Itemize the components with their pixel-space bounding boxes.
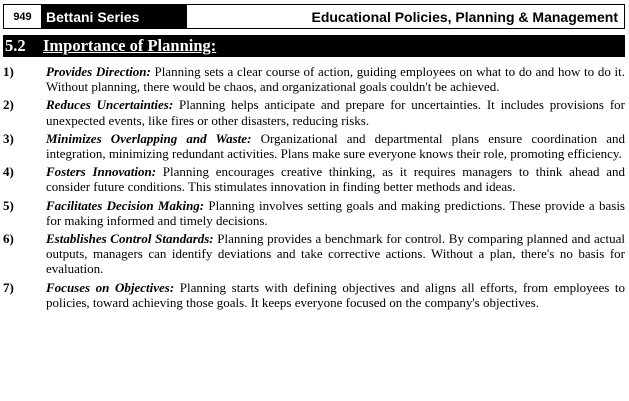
item-text xyxy=(46,64,625,94)
item-text xyxy=(46,164,625,194)
section-heading xyxy=(3,35,625,57)
item-term: Fosters Innovation: xyxy=(46,164,157,180)
list-item xyxy=(3,198,625,228)
item-description: Organizational and departmental plans ensure coordination and integration, minimizing redundant activities. Plans make sure everyone knows their role, promoting efficiency. xyxy=(46,130,625,162)
item-number: 3) xyxy=(3,130,14,146)
item-description: Planning starts with defining objectives and aligns all efforts, from employees to policies, toward achieving those goals. It keeps everyone focused on the company's objectives. xyxy=(46,279,626,310)
section-number: 5.2 xyxy=(5,36,26,55)
series-label: Bettani Series xyxy=(41,5,187,28)
item-term: Provides Direction: xyxy=(46,64,151,79)
item-text xyxy=(46,280,625,310)
item-term: Establishes Control Standards: xyxy=(46,231,214,247)
item-number: 7) xyxy=(3,279,14,295)
item-number: 4) xyxy=(3,164,14,180)
item-term: Minimizes Overlapping and Waste: xyxy=(46,130,252,146)
page-header xyxy=(3,4,625,29)
item-term: Facilitates Decision Making: xyxy=(46,197,205,213)
item-description: Planning sets a clear course of action, guiding employees on what to do and how to do it. Without planning, there would be chaos, and organizational goals couldn't be achieved. xyxy=(46,64,625,95)
item-text xyxy=(46,231,625,277)
importance-list xyxy=(3,64,625,313)
page-number: 949 xyxy=(13,10,32,23)
item-description: Planning provides a benchmark for control. By comparing planned and actual outputs, managers can identify deviations and take corrective actions. Without a plan, there's no basis for evaluation. xyxy=(46,231,625,277)
item-number: 5) xyxy=(3,197,14,213)
book-title: Educational Policies, Planning & Management xyxy=(311,8,618,25)
item-term: Focuses on Objectives: xyxy=(46,279,175,295)
section-title: Importance of Planning: xyxy=(43,36,217,55)
item-description: Planning encourages creative thinking, as it requires managers to think ahead and consider future conditions. This stimulates innovation in finding better methods and ideas. xyxy=(46,164,625,195)
list-item xyxy=(3,64,625,94)
list-item xyxy=(3,164,625,194)
list-item xyxy=(3,131,625,161)
item-description: Planning helps anticipate and prepare for uncertainties. It includes provisions for unexpected events, like fires or other disasters, reducing risks. xyxy=(46,97,625,128)
item-number: 1) xyxy=(3,64,14,79)
item-term: Reduces Uncertainties: xyxy=(46,97,174,113)
item-text xyxy=(46,97,625,127)
item-number: 2) xyxy=(3,97,14,113)
list-item xyxy=(3,97,625,127)
list-item xyxy=(3,280,625,310)
list-item xyxy=(3,231,625,277)
item-description: Planning involves setting goals and making predictions. These provide a basis for making informed and timely decisions. xyxy=(46,197,625,228)
item-number: 6) xyxy=(3,231,14,247)
item-text xyxy=(46,131,625,161)
item-text xyxy=(46,198,625,228)
